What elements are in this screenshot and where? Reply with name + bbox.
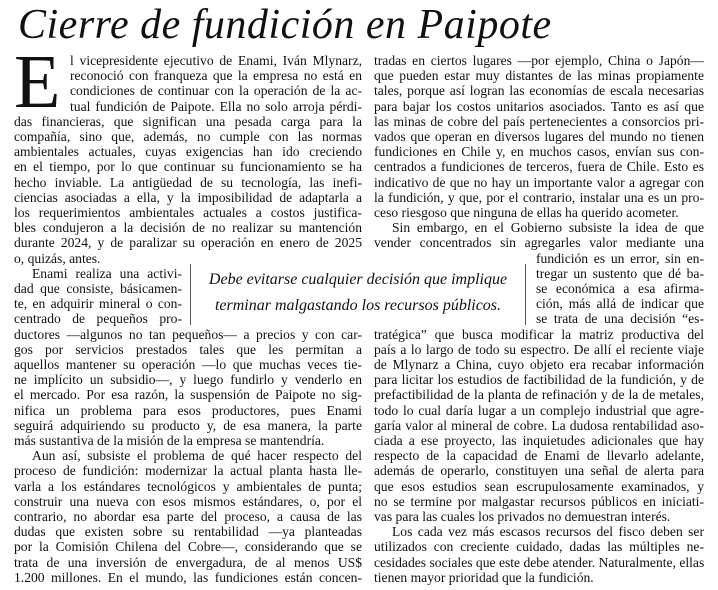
- article-line: tregar un sustento que dé ba-: [536, 265, 704, 281]
- drop-cap: E: [14, 40, 61, 124]
- article-line: gos por servicios prestados tales que les permitan a: [14, 341, 362, 357]
- article-line: nifica un problema para esos productores, pues Enami: [14, 402, 362, 418]
- article-line: cesidades sociales que este debe atender. Naturalmente, ellas: [374, 554, 704, 570]
- article-line: compañía, sino que, además, no cumple con las normas: [14, 129, 362, 144]
- article-line: tratégica” que busca modificar la matriz productiva del: [374, 326, 704, 342]
- article-line: que esos estudios sean escrupulosamente examinados, y: [374, 478, 704, 494]
- article-line: prefactibilidad de la planta de refinación y de la de metales,: [374, 387, 704, 403]
- pull-quote-line: Debe evitarse cualquier decisión que implique: [208, 270, 508, 288]
- article-line: Enami realiza una activi-: [32, 265, 182, 281]
- article-line: bles condujeron a la decisión de no realizar su mantención: [14, 220, 362, 236]
- article-line: hecho inviable. La antigüedad de su tecnología, las inefi-: [14, 174, 362, 190]
- article-line: la fundición, y que, por el contrario, instalar una es un pro-: [374, 189, 704, 205]
- article-line: 1.200 millones. En el mundo, las fundiciones están concen-: [14, 569, 362, 585]
- article-line: respecto de la capacidad de Enami de llevarlo adelante,: [374, 448, 704, 464]
- article-title: Cierre de fundición en Paipote: [18, 2, 552, 48]
- article-line: reconoció con franqueza que la empresa no está en: [70, 68, 362, 84]
- article-line: ne implícito un subsidio—, y luego fundirlo y venderlo en: [14, 372, 362, 388]
- article-line: que pueden estar muy distantes de las minas propiamente: [374, 68, 704, 84]
- article-line: Aun así, subsiste el problema de qué hacer respecto del: [32, 448, 362, 464]
- article-line: l vicepresidente ejecutivo de Enami, Iván Mlynarz,: [70, 53, 362, 68]
- article-line: indicativo de que no hay un importante valor a agregar con: [374, 174, 704, 190]
- article-line: ciada a ese proyecto, las inquietudes adicionales que hay: [374, 433, 704, 448]
- article-line: proceso de fundición: modernizar la actual planta hasta lle-: [14, 463, 362, 479]
- article-line: ductores —algunos no tan pequeños— a precios y con car-: [14, 326, 362, 342]
- article-line: el mercado. Por esa razón, la suspensión de Paipote no sig-: [14, 387, 362, 403]
- article-line: centrados a fundiciones de terceros, fuera de Chile. Esto es: [374, 159, 704, 175]
- article-line: te, en adquirir mineral o con-: [14, 296, 182, 312]
- article-line: fundiciones en Chile y, en muchos casos, envían sus con-: [374, 144, 704, 160]
- article-line: garía valor al mineral de cobre. La dudosa rentabilidad aso-: [374, 417, 704, 433]
- article-line: vas para las cuales los privados no demuestran interés.: [374, 509, 671, 524]
- article-line: tales, porque así logran las economías de escala necesarias: [374, 83, 704, 99]
- article-line: varla a los estándares tecnológicos y ambientales de punta;: [14, 478, 362, 494]
- article-line: ción, más allá de indicar que: [536, 296, 704, 312]
- article-line: se trata de una decisión “es-: [536, 311, 704, 327]
- pull-quote: [190, 264, 526, 325]
- article-line: tual fundición de Paipote. Ella no solo arroja pérdi-: [70, 98, 362, 114]
- article-line: para licitar los estudios de factibilidad de la fundición, y de: [374, 372, 704, 388]
- article-line: tienen mayor prioridad que la fundición.: [374, 569, 594, 585]
- article-line: durante 2024, y de paralizar su operación en enero de 2025: [14, 235, 362, 251]
- article-line: Los cada vez más escasos recursos del fisco deben ser: [392, 524, 704, 540]
- article-line: dad que consiste, básicamen-: [14, 281, 182, 296]
- article-line: contrario, no abordar esa parte del proceso, a causa de las: [14, 509, 362, 524]
- article-line: vados que operan en diversos lugares del mundo no tienen: [374, 129, 704, 144]
- article-line: utilizados con creciente cuidado, dadas las múltiples ne-: [374, 539, 704, 555]
- article-line: centrado de pequeños pro-: [14, 311, 182, 327]
- article-line: tradas en ciertos lugares —por ejemplo, China o Japón—: [374, 53, 704, 68]
- article-line: todo lo cual daría lugar a un complejo industrial que agre-: [374, 402, 704, 418]
- article-line: condiciones de continuar con la operación de la ac-: [70, 83, 362, 99]
- article-line: aquellos mantener su operación —lo que muchas veces tie-: [14, 357, 362, 372]
- pull-quote-line: terminar malgastando los recursos públicos.: [214, 296, 502, 314]
- article-line: ciencias asociadas a ella, y la imposibilidad de adaptarla a: [14, 189, 362, 205]
- article-line: se económica a esa afirma-: [536, 281, 704, 296]
- article-line: vender concentrados sin agregarles valor mediante una: [374, 235, 704, 251]
- article-line: das financieras, que significan una pesada carga para la: [14, 113, 362, 129]
- article-line: ceso riesgoso que ninguna de ellas ha querido acometer.: [374, 205, 679, 220]
- article-line: país a lo largo de todo su espectro. De allí el reciente viaje: [374, 341, 704, 357]
- article-line: fundición es un error, sin en-: [536, 250, 704, 266]
- article-line: trata de una inversión de envergadura, de al menos US$: [14, 554, 362, 570]
- article-line: además de operarlo, constituyen una señal de alerta para: [374, 463, 704, 479]
- article-line: los requerimientos ambientales actuales a costos justifica-: [14, 205, 362, 220]
- article-line: seguirá adquiriendo su producto y, de esa manera, la parte: [14, 417, 362, 433]
- article-line: para bajar los costos unitarios asociados. Tanto es así que: [374, 98, 704, 114]
- article-line: ambientales actuales, cuyas exigencias han ido creciendo: [14, 144, 362, 160]
- article-line: por la Comisión Chilena del Cobre—, considerando que se: [14, 539, 362, 555]
- article-line: Sin embargo, en el Gobierno subsiste la idea de que: [392, 220, 704, 236]
- article-line: dudas que existen sobre su rentabilidad —ya planteadas: [14, 524, 362, 540]
- article-line: no se termine por malgastar recursos públicos en iniciati-: [374, 493, 704, 509]
- article-line: o, quizás, antes.: [14, 250, 101, 266]
- article-line: construir una nueva con esos mismos estándares, o, por el: [14, 493, 362, 509]
- article-line: de Mlynarz a China, cuyo objeto era recabar información: [374, 357, 704, 372]
- article-line: las minas de cobre del país pertenecientes a consorcios pri-: [374, 113, 704, 129]
- article-line: en el tiempo, por lo que continuar su funcionamiento se ha: [14, 159, 362, 175]
- article-line: más sustantiva de la misión de la empresa se mantendría.: [14, 433, 325, 448]
